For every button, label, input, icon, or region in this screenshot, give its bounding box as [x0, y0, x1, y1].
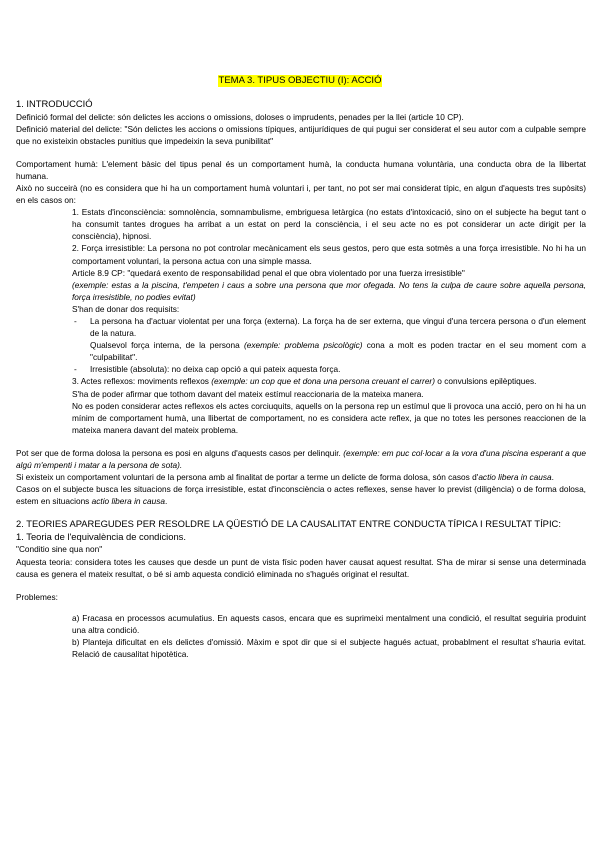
teoria-1-heading: 1. Teoria de l'equivalència de condicions. — [16, 530, 186, 542]
qualsevol-paragraph — [16, 339, 586, 363]
dash-bullet-icon: - — [74, 364, 77, 375]
requisits-line: S'han de donar dos requisits: — [72, 303, 180, 314]
qualsevol-example: (exemple: problema psicològic) — [243, 340, 363, 351]
dash-item-1-text: La persona ha d'actuar violentat per una força (externa). La força ha de ser externa, que vingui d'una tercera persona o d'un element de la natura. — [90, 316, 586, 339]
example-piscina-text: (exemple: estas a la piscina, t'empeten i caus a sobre una persona que mor ofegada. No tens la culpa de caure sobre aquella persona, força irresistible, no podies evitat) — [72, 279, 586, 302]
dolosa-paragraph — [16, 447, 586, 471]
def-formal-paragraph: Definició formal del delicte: són delictes les accions o omissions, doloses o imprudents, penades per la llei (article 10 CP). — [16, 111, 464, 122]
problema-a: a) Fracasa en processos acumulatius. En aquests casos, encara que es suprimeixi mentalment una condició, el resultat seguiria produint una altra condició. — [72, 612, 586, 635]
voluntari-latin: actio libera in causa — [478, 472, 552, 483]
article-quote: Article 8.9 CP: "quedará exento de responsabilidad penal el que obra violentado por una fuerza irresistible" — [72, 267, 465, 278]
corciuquits-paragraph: No es poden considerar actes reflexos els actes corciuquits, aquells on la persona rep un estímul que li provoca una acció, pero on hi ha un mínim de comportament humà, una llibertat de comportament, no es considera acte reflex, ja que no totes les persones reaccionen de la mateixa manera davant del mateix problema. — [72, 400, 586, 435]
dolosa-text: Pot ser que de forma dolosa la persona es posi en alguns d'aquests casos per delinquir. — [16, 447, 344, 458]
problemes-label: Problemes: — [16, 591, 58, 602]
afirmar-paragraph: S'ha de poder afirmar que tothom davant del mateix estímul reaccionaria de la mateixa manera. — [72, 388, 424, 399]
dash-item-2-text: Irresistible (absoluta): no deixa cap opció a qui pateix aquesta força. — [90, 364, 341, 375]
item-3-reflexos — [16, 375, 586, 387]
casos-latin: actio libera in causa — [91, 496, 165, 507]
title-block — [0, 70, 600, 88]
dash-bullet-icon: - — [74, 316, 77, 326]
item-3-text-b: o convulsions epilèptiques. — [434, 376, 537, 387]
dash-item-1 — [16, 315, 586, 339]
dash-item-2 — [16, 363, 586, 375]
conditio-quote: "Conditio sine qua non" — [16, 544, 103, 555]
problema-b: b) Planteja dificultat en els delictes d'omissió. Màxim e spot dir que si el subjecte hagués actuat, probablment el resultat s'hauria evitat. Relació de causalitat hipotètica. — [72, 636, 586, 660]
casos-end: . — [164, 496, 168, 507]
document-title: TEMA 3. TIPUS OBJECTIU (I): ACCIÓ — [218, 75, 382, 86]
example-piscina — [16, 279, 586, 303]
voluntari-paragraph — [16, 471, 586, 483]
item-3-example: (exemple: un cop que et dona una persona creuant el carrer) — [211, 376, 435, 387]
qualsevol-text-b: cona a molt es poden tractar en el seu moment com a "culpabilitat". — [90, 340, 587, 363]
aixo-paragraph: Això no succeirà (no es considera que hi ha un comportament humà voluntari i, per tant, no pot ser mai considerat típic, en algun d'aquests tres supòsits) en els casos on: — [16, 182, 586, 206]
qualsevol-text-a: Qualsevol força interna, de la persona — [90, 340, 244, 351]
item-2-forca: 2. Força irresistible: La persona no pot controlar mecànicament els seus gestos, pero que esta sotmès a una força irresistible. No hi ha un comportament voluntari, la persona actua con una simple massa. — [72, 243, 586, 266]
voluntari-end: . — [551, 472, 554, 483]
comportament-paragraph: Comportament humà: L'element bàsic del tipus penal és un comportament humà, la conducta humana voluntària, una conducta obra de la llibertat humana. — [16, 158, 586, 181]
voluntari-text: Si existeix un comportament voluntari de la persona amb al finalitat de portar a terme un delicte de forma dolosa, són casos d' — [16, 472, 479, 483]
document-body — [16, 98, 586, 660]
section-2-heading: 2. TEORIES APAREGUDES PER RESOLDRE LA QÜESTIÓ DE LA CAUSALITAT ENTRE CONDUCTA TÍPICA I RESULTAT TÍPIC: — [16, 518, 561, 530]
item-3-text-a: 3. Actes reflexos: moviments reflexos — [72, 376, 212, 387]
casos-paragraph — [16, 483, 586, 507]
section-1-heading: 1. INTRODUCCIÓ — [16, 98, 93, 109]
item-1-inconsciencia: 1. Estats d'inconsciència: somnolència, somnambulisme, embriguesa letàrgica (no estats d'intoxicació, sino on el subjecte ha begut tant o ha consumit tantes drogues ha arribat a un estat on perd la consciència, i el seu acte no es pot considerar un acte dirigit per la consciència), hipnosi. — [72, 207, 586, 242]
def-material-paragraph: Definició material del delicte: "Són delictes les accions o omissions típiques, antijurídiques de qui pugui ser considerat el seu autor com a culpable sempre que no existeixin obstacles punitius que impedeixin la seva punibilitat" — [16, 123, 586, 146]
teoria-paragraph: Aquesta teoria: considera totes les causes que desde un punt de vista físic poden haver causat aquest resultat. S'ha de mirar si sense una determinada causa es genera el mateix resultat, o bé si amb aquesta condició eliminada no s'hagués originat el resultat. — [16, 556, 586, 579]
casos-text: Casos on el subjecte busca les situacions de força irresistible, estat d'inconsciència o actes reflexes, sense haver lo previst (diligència) o de forma dolosa, estem en situacions — [16, 484, 586, 507]
dolosa-example: (exemple: em puc col·locar a la vora d'una piscina esperant a que algú m'empenti i matar a la persona de sota). — [16, 447, 587, 471]
